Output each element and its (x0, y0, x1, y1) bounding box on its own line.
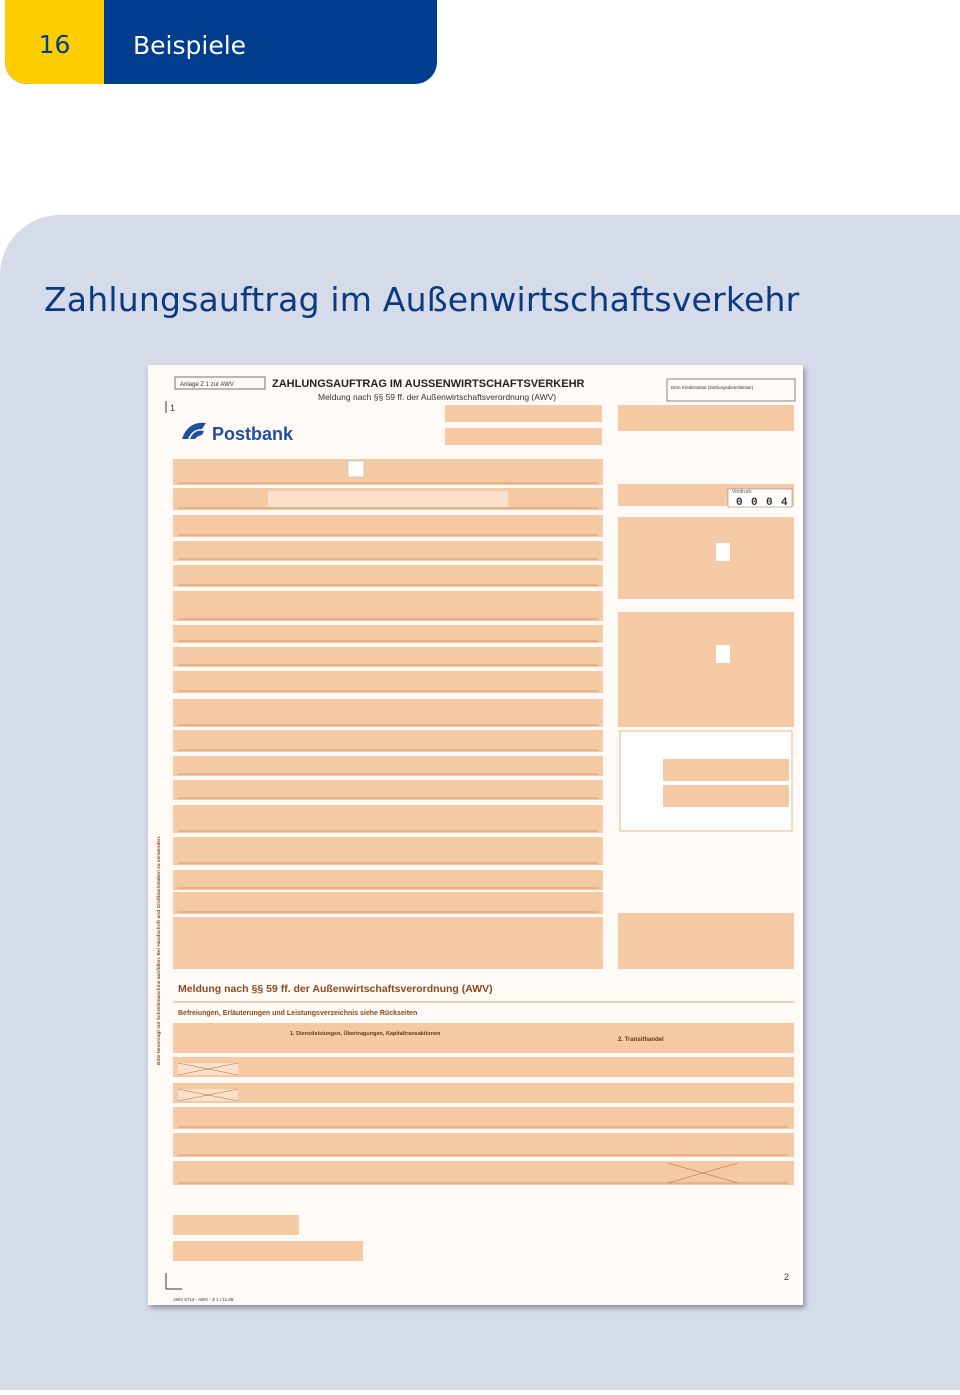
section-title: Beispiele (133, 31, 247, 60)
page-title: Zahlungsauftrag im Außenwirtschaftsverkehr (44, 280, 800, 319)
counter-digit: 0 (751, 497, 758, 509)
form-copy-number: 1 (170, 403, 176, 413)
awv-notice-sub: Befreiungen, Erläuterungen und Leistungsverzeichnis siehe Rückseiten (178, 1010, 418, 1017)
form-side-note: Bitte bevorzugt mit Schreibmaschine ausfüllen. Bei Handschrift und Großbuchstaben zu verwenden. (157, 835, 162, 1065)
form-subtitle: Meldung nach §§ 59 ff. der Außenwirtschaftsverordnung (AWV) (318, 392, 557, 402)
section-services: 1. Dienstleistungen, Übertragungen, Kapitaltransaktionen (290, 1031, 441, 1037)
form-page-marker: 2 (784, 1272, 790, 1282)
counter-digit: 0 (766, 497, 773, 509)
awv-notice-heading: Meldung nach §§ 59 ff. der Außenwirtschaftsverordnung (AWV) (178, 983, 493, 995)
counter-digit: 0 (736, 497, 743, 509)
form-footer-code: AWV 6714 - AWV - Z 1 I 11.09 (173, 1297, 234, 1302)
svg-text:Postbank: Postbank (212, 424, 294, 444)
form-annex: Anlage Z 1 zur AWV (180, 382, 234, 388)
counter-label: Vordruck (732, 489, 752, 495)
payment-order-form-image (148, 365, 803, 1305)
form-title: ZAHLUNGSAUFTRAG IM AUSSENWIRTSCHAFTSVERKEHR (272, 378, 585, 390)
counter-digit: 4 (781, 497, 788, 509)
section-transit: 2. Transithandel (618, 1037, 664, 1043)
header-bar (5, 0, 437, 84)
page-number: 16 (5, 0, 104, 84)
form-copy-note: Dem Kreditinstitut (Zahlungsdienstleister) (671, 385, 754, 390)
